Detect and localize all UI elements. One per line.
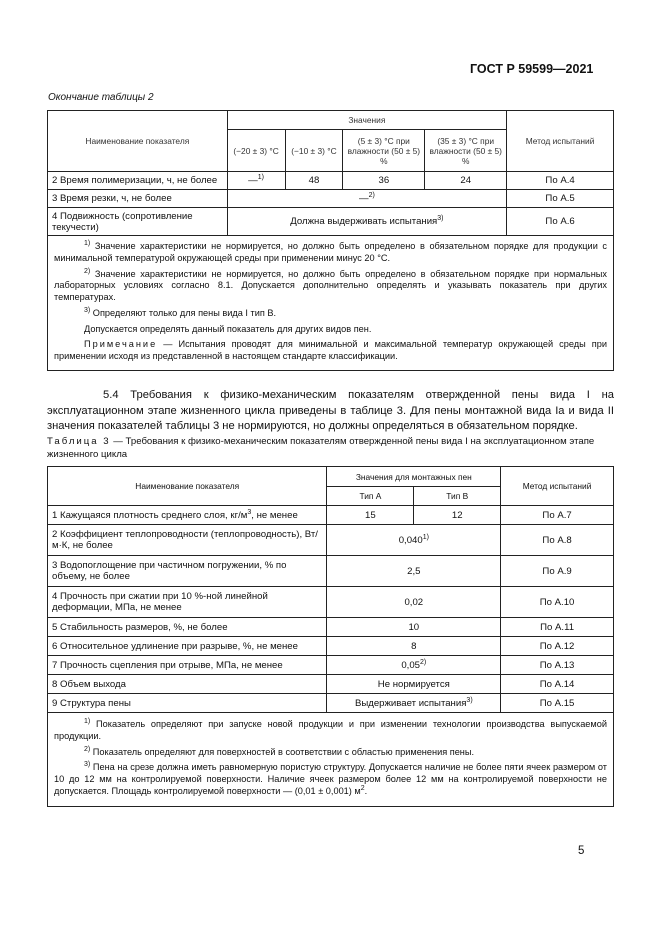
row-value: 48 (285, 172, 343, 190)
table-row (48, 618, 614, 637)
row-name: 7 Прочность сцепления при отрыве, МПа, не менее (48, 656, 327, 675)
row-value: 10 (327, 618, 501, 637)
footnote: $^{2)}$ Показатель определяют для поверхностей в соответствии с областью применения пены. (84, 745, 475, 757)
row-method: По А.12 (501, 637, 614, 656)
row-value: 36 (343, 172, 425, 190)
document-code: ГОСТ Р 59599—2021 (470, 62, 594, 76)
footnote: $^{1)}$ Значение характеристики не нормируется, но должно быть определено в обязательном порядке для продукции с минимальной температурой окружающей среды при применении минус 20 °C. (54, 239, 607, 263)
row-method: По А.11 (501, 618, 614, 637)
table-row (48, 208, 614, 236)
table-row (48, 656, 614, 675)
row-value: —$^{2)}$ (227, 190, 507, 208)
row-value: 0,02 (327, 587, 501, 618)
table2-header-values: Значения (227, 111, 507, 130)
table2-subheader: (5 ± 3) °C при влажности (50 ± 5) % (343, 130, 425, 172)
table-row (48, 556, 614, 587)
page-number: 5 (578, 845, 585, 857)
footnote: Допускается определять данный показатель для других видов пен. (84, 323, 372, 334)
table3-header-type-b: Тип B (414, 487, 501, 506)
row-name: 6 Относительное удлинение при разрыве, %, не менее (48, 637, 327, 656)
row-value-b: 12 (414, 506, 501, 525)
table-3 (47, 466, 614, 807)
footnote: $^{3)}$ Определяют только для пены вида I тип B. (84, 306, 277, 318)
row-method: По А.13 (501, 656, 614, 675)
row-value: 2,5 (327, 556, 501, 587)
footnote: $^{3)}$ Пена на срезе должна иметь равномерную пористую структуру. Допускается наличие не более пяти ячеек размером от 10 до 12 мм на контролируемой поверхности. Наличие ячеек размером более 12 мм на контролируемой поверхности не допускается. Площадь контролируемой поверхности — (0,01 ± 0,001) $м^2$. (54, 761, 607, 796)
table2-subheader: (−20 ± 3) °C (227, 130, 285, 172)
table3-header-name: Наименование показателя (48, 467, 327, 506)
row-value: Не нормируется (327, 675, 501, 694)
table-row (48, 190, 614, 208)
table2-note: Примечание — Испытания проводят для минимальной и максимальной температур окружающей среды при применении исходя из представленной в настоящем стандарте классификации. (54, 339, 607, 362)
footnote: $^{2)}$ Значение характеристики не нормируется, но должно быть определено в обязательном порядке при нормальных лабораторных условиях согласно 8.1. Допускается дополнительно определять и указывать показатель при других температурах. (54, 267, 607, 303)
table3-header-values: Значения для монтажных пен (327, 467, 501, 487)
table2-footnotes (48, 236, 614, 371)
row-value: 0,040$^{1)}$ (327, 525, 501, 556)
row-name: 5 Стабильность размеров, %, не более (48, 618, 327, 637)
table3-caption: Таблица 3 — Требования к физико-механическим показателям отвержденной пены вида I на эксплуатационном этапе жизненного цикла (47, 436, 595, 460)
table-2 (47, 110, 614, 371)
row-name: 3 Водопоглощение при частичном погружении, % по объему, не более (48, 556, 327, 587)
row-name: 1 Кажущаяся плотность среднего слоя, $кг/м^3$, не менее (48, 506, 327, 525)
table2-header-name: Наименование показателя (48, 111, 228, 172)
table2-header-method: Метод испытаний (507, 111, 614, 172)
table-row (48, 506, 614, 525)
table2-subheader: (35 ± 3) °C при влажности (50 ± 5) % (425, 130, 507, 172)
table-row (48, 694, 614, 713)
row-method: По А.6 (507, 208, 614, 236)
row-value: Выдерживает испытания$^{3)}$ (327, 694, 501, 713)
table-row (48, 172, 614, 190)
table3-header-type-a: Тип A (327, 487, 414, 506)
row-method: По А.7 (501, 506, 614, 525)
table3-header-method: Метод испытаний (501, 467, 614, 506)
row-name: 3 Время резки, ч, не более (48, 190, 228, 208)
row-method: По А.8 (501, 525, 614, 556)
row-method: По А.9 (501, 556, 614, 587)
table2-caption: Окончание таблицы 2 (48, 92, 154, 103)
row-value: 0,05$^{2)}$ (327, 656, 501, 675)
row-name: 2 Время полимеризации, ч, не более (48, 172, 228, 190)
table-row (48, 587, 614, 618)
row-name: 8 Объем выхода (48, 675, 327, 694)
table-row (48, 525, 614, 556)
row-value: 8 (327, 637, 501, 656)
row-method: По А.5 (507, 190, 614, 208)
row-name: 4 Прочность при сжатии при 10 %-ной линейной деформации, МПа, не менее (48, 587, 327, 618)
row-value: 24 (425, 172, 507, 190)
row-method: По А.10 (501, 587, 614, 618)
footnote: $^{1)}$ Показатель определяют при запуске новой продукции и при изменении технологии производства выпускаемой продукции. (54, 717, 607, 741)
table3-footnotes (48, 713, 614, 807)
row-value: Должна выдерживать испытания$^{3)}$ (227, 208, 507, 236)
row-method: По А.15 (501, 694, 614, 713)
row-name: 4 Подвижность (сопротивление текучести) (48, 208, 228, 236)
paragraph-5-4: 5.4 Требования к физико-механическим показателям отвержденной пены вида I на эксплуатационном этапе жизненного цикла приведены в таблице 3. Для пены монтажной вида Ia и вида II значения показателей таблицы 3 не нормируются, но должны определяться в обязательном порядке. (47, 389, 614, 433)
row-name: 9 Структура пены (48, 694, 327, 713)
table-row (48, 675, 614, 694)
table-row (48, 637, 614, 656)
table2-subheader: (−10 ± 3) °C (285, 130, 343, 172)
row-name: 2 Коэффициент теплопроводности (теплопроводность), Вт/м·К, не более (48, 525, 327, 556)
row-method: По А.4 (507, 172, 614, 190)
row-value-a: 15 (327, 506, 414, 525)
row-method: По А.14 (501, 675, 614, 694)
row-value: —$^{1)}$ (227, 172, 285, 190)
